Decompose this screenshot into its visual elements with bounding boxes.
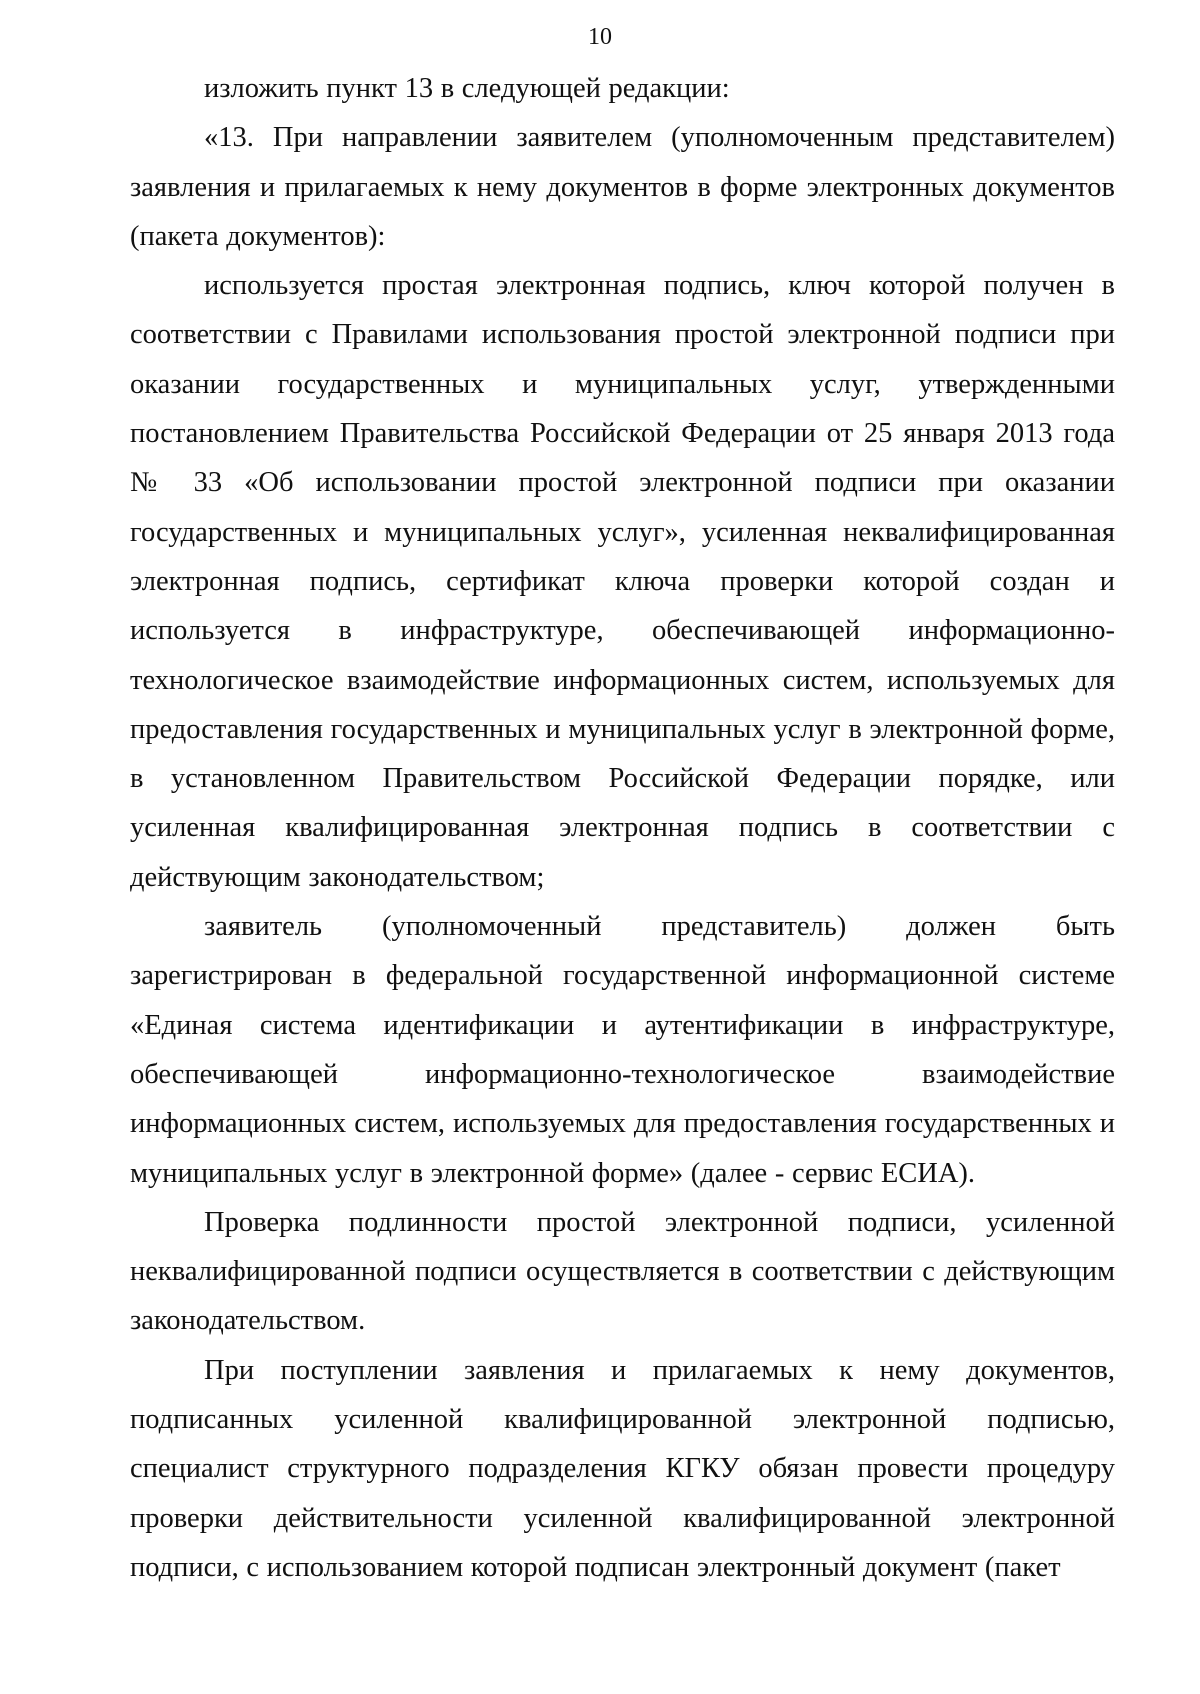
paragraph-esia-registration: заявитель (уполномоченный представитель) должен быть зарегистрирован в федеральной государственной информационной системе «Единая система идентификации и аутентификации в инфраструктуре, обеспечивающей информационно-технологическое взаимодействие информационных систем, используемых для предоставления государственных и муниципальных услуг в электронной форме» (далее - сервис ЕСИА). (130, 911, 1115, 1189)
paragraph-item-13: «13. При направлении заявителем (уполномоченным представителем) заявления и прилагаемых к нему документов в форме электронных документов (пакета документов): (130, 122, 1115, 252)
page-number: 10 (588, 24, 612, 50)
document-body (130, 64, 1115, 1592)
paragraph-intro: изложить пункт 13 в следующей редакции: (204, 73, 730, 104)
paragraph-qualified-signature-check: При поступлении заявления и прилагаемых к нему документов, подписанных усиленной квалифицированной электронной подписью, специалист структурного подразделения КГКУ обязан провести процедуру проверки действительности усиленной квалифицированной электронной подписи, с использованием которой подписан электронный документ (пакет (130, 1354, 1115, 1583)
paragraph-authenticity-check: Проверка подлинности простой электронной подписи, усиленной неквалифицированной подписи осуществляется в соответствии с действующим законодательством. (130, 1206, 1115, 1337)
paragraph-simple-signature: используется простая электронная подпись, ключ которой получен в соответствии с Правилами использования простой электронной подписи при оказании государственных и муниципальных услуг, утвержденными постановлением Правительства Российской Федерации от 25 января 2013 года № 33 «Об использовании простой электронной подписи при оказании государственных и муниципальных услуг», усиленная неквалифицированная электронная подпись, сертификат ключа проверки которой создан и используется в инфраструктуре, обеспечивающей информационно-технологическое взаимодействие информационных систем, используемых для предоставления государственных и муниципальных услуг в электронной форме, в установленном Правительством Российской Федерации порядке, или усиленная квалифицированная электронная подпись в соответствии с действующим законодательством; (130, 270, 1115, 893)
